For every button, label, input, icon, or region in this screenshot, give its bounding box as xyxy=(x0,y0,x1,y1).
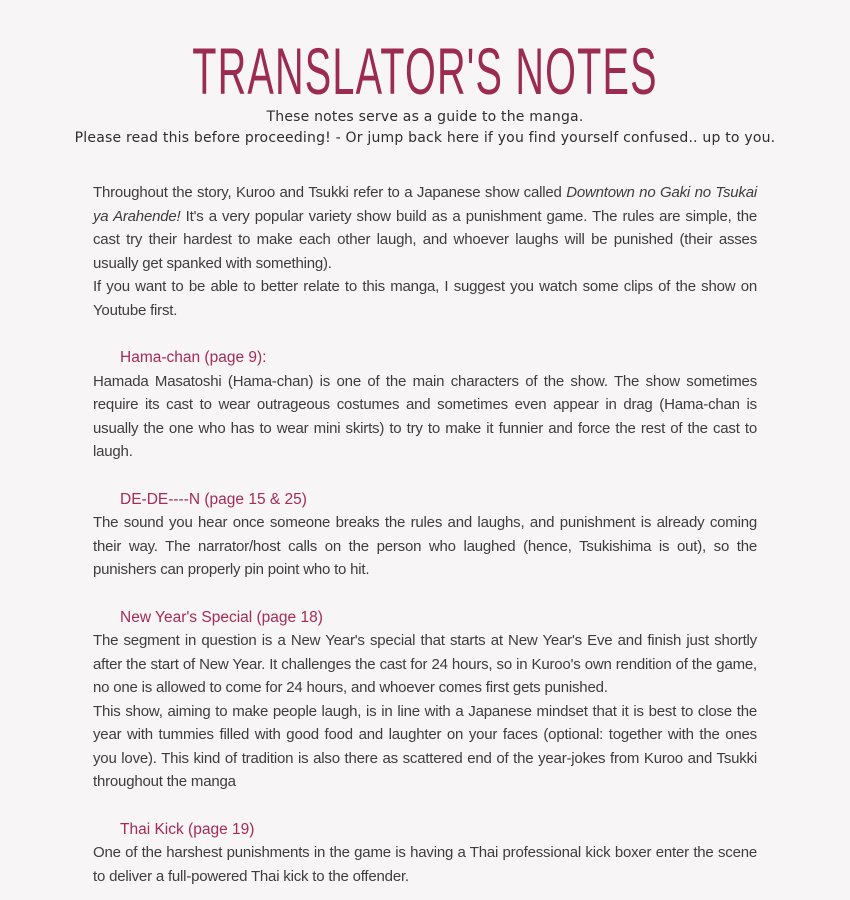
section-paragraph: This show, aiming to make people laugh, is in line with a Japanese mindset that it is best to close the year with tummies filled with good food and laughter on your faces (optional: together with the ones you love). This kind of tradition is also there as scattered end of the year-jokes from Kuroo and Tsukki throughout the manga xyxy=(93,702,757,790)
subtitle-line-2: Please read this before proceeding! - Or jump back here if you find yourself confused.. up to you. xyxy=(74,130,776,146)
subtitle-line-1: These notes serve as a guide to the manga. xyxy=(266,109,584,125)
page-title-text: TRANSLATOR'S NOTES xyxy=(192,34,658,108)
intro-paragraph-2: If you want to be able to better relate to this manga, I suggest you watch some clips of the show on Youtube first. xyxy=(93,278,757,319)
note-section xyxy=(93,346,757,464)
header xyxy=(0,0,850,149)
section-body xyxy=(93,629,757,794)
intro-text-post: It's a very popular variety show build as a punishment game. The rules are simple, the cast try their hardest to make each other laugh, and whoever laughs will be punished (their asses usually get spanked with something). xyxy=(93,207,757,272)
page-title xyxy=(0,34,850,108)
notes-content xyxy=(93,181,757,888)
note-section xyxy=(93,488,757,582)
section-heading: Hama-chan (page 9): xyxy=(120,349,267,366)
intro-text-pre: Throughout the story, Kuroo and Tsukki refer to a Japanese show called xyxy=(93,184,567,201)
section-heading: DE-DE----N (page 15 & 25) xyxy=(120,490,307,508)
section-body xyxy=(93,370,757,464)
sections-list xyxy=(93,346,757,888)
section-paragraph: The segment in question is a New Year's special that starts at New Year's Eve and finish just shortly after the start of New Year. It challenges the cast for 24 hours, so in Kuroo's own rendition of the game, no one is allowed to come for 24 hours, and whoever comes first gets punished. xyxy=(93,632,757,696)
section-heading: New Year's Special (page 18) xyxy=(120,608,323,626)
show-title-italic: Downtown no Gaki no Tsukai ya Arahende! xyxy=(93,184,757,225)
intro-paragraph-1 xyxy=(93,181,757,275)
section-heading: Thai Kick (page 19) xyxy=(120,820,255,838)
section-paragraph: One of the harshest punishments in the game is having a Thai professional kick boxer enter the scene to deliver a full-powered Thai kick to the offender. xyxy=(93,844,757,885)
section-body xyxy=(93,841,757,888)
note-section xyxy=(93,818,757,889)
section-paragraph: The sound you hear once someone breaks the rules and laughs, and punishment is already coming their way. The narrator/host calls on the person who laughed (hence, Tsukishima is out), so the punishers can properly pin point who to hit. xyxy=(93,514,757,578)
section-body xyxy=(93,511,757,582)
section-paragraph: Hamada Masatoshi (Hama-chan) is one of the main characters of the show. The show sometimes require its cast to wear outrageous costumes and sometimes even appear in drag (Hama-chan is usually the one who has to wear mini skirts) to try to make it funnier and force the rest of the cast to laugh. xyxy=(93,372,757,460)
note-section xyxy=(93,606,757,794)
